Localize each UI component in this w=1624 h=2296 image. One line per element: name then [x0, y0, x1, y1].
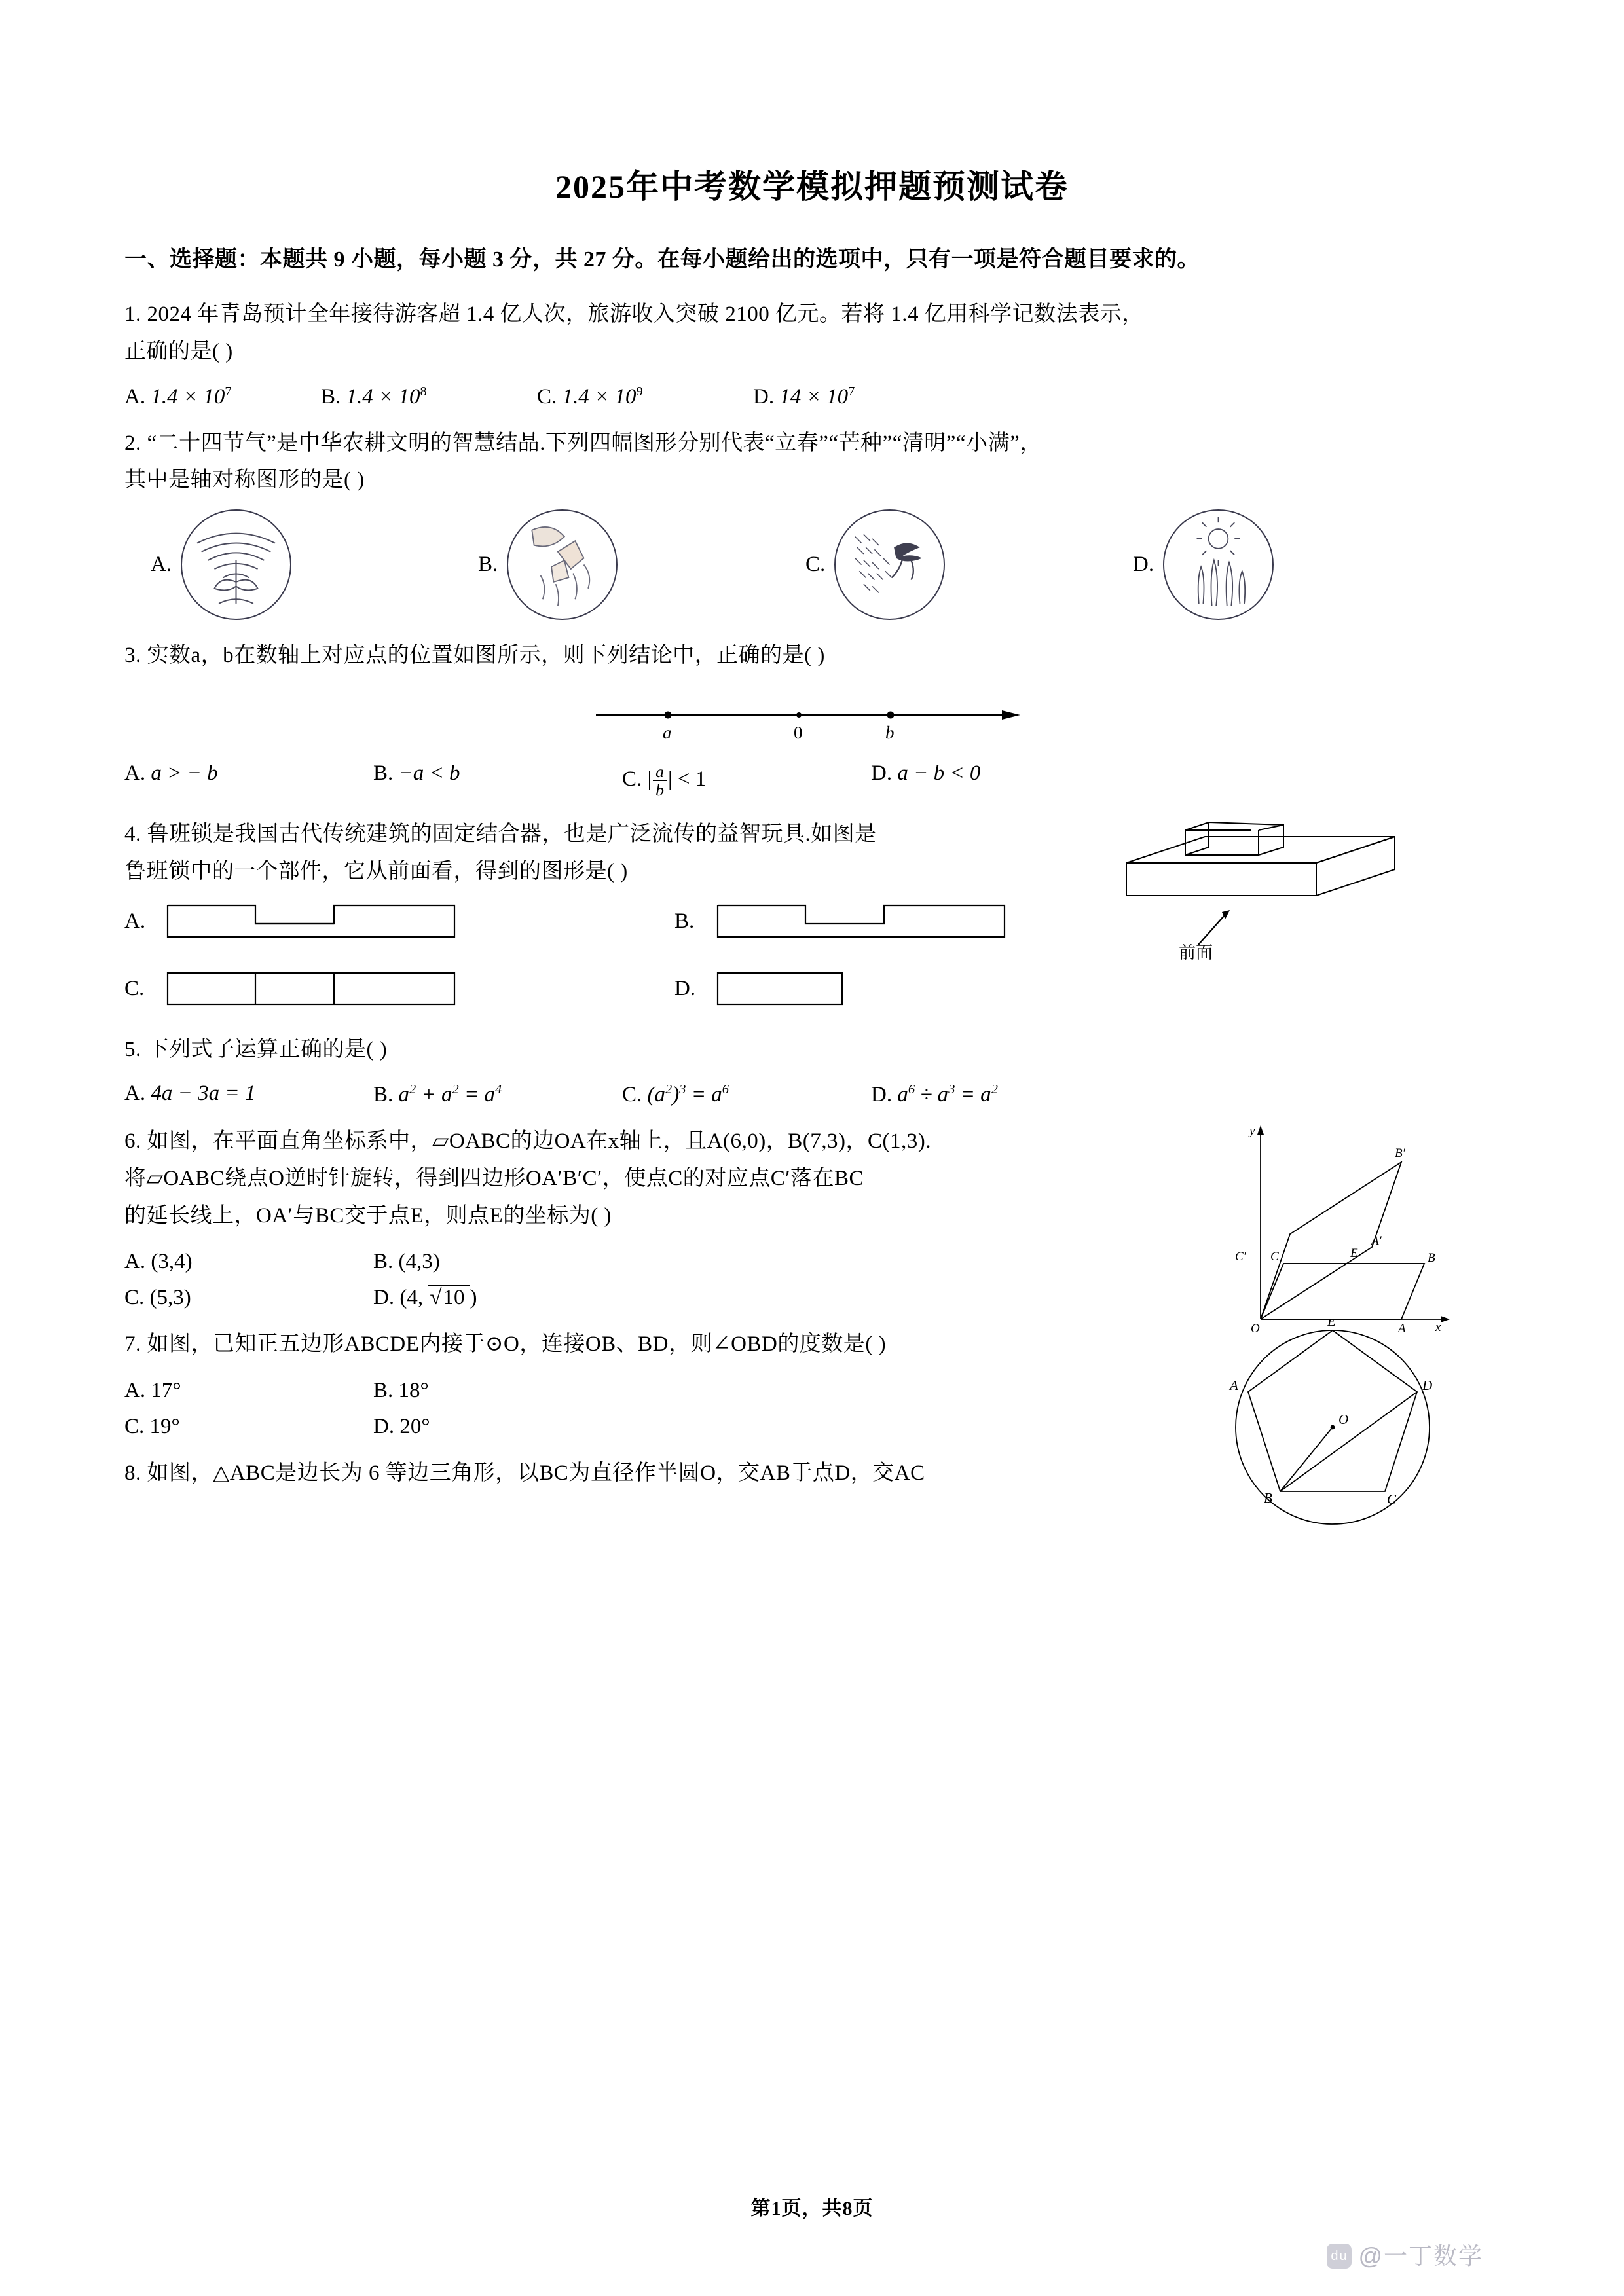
option-c-shape[interactable]	[164, 964, 458, 1014]
svg-text:x: x	[1435, 1321, 1441, 1335]
option-b[interactable]	[321, 385, 537, 408]
option-d-label: D.	[753, 384, 775, 409]
svg-text:C: C	[1387, 1491, 1397, 1508]
option-a-text: 4a − 3a = 1	[151, 1082, 256, 1106]
lichun-icon	[181, 509, 291, 620]
option-d-text: $a^6 \div a^3 = a^2$	[897, 1082, 998, 1107]
svg-text:E: E	[1327, 1319, 1336, 1330]
option-b-label: B.	[373, 1379, 394, 1403]
question-2-figures	[124, 509, 1500, 620]
question-3-line-1: 3. 实数a，b在数轴上对应点的位置如图所示，则下列结论中，正确的是( )	[124, 644, 825, 667]
question-6	[124, 1123, 1500, 1336]
q2-figure-b-label: B.	[478, 553, 498, 576]
option-c-label: C.	[124, 1286, 145, 1310]
svg-text:O: O	[1338, 1412, 1349, 1428]
option-a[interactable]	[124, 1083, 373, 1106]
question-5-line-1: 5. 下列式子运算正确的是( )	[124, 1038, 388, 1062]
option-b-label: B.	[674, 909, 695, 934]
question-6-line-2: 将▱OABC绕点O逆时针旋转，得到四边形OA′B′C′，使点C的对应点C′落在BC	[124, 1166, 864, 1190]
svg-text:A: A	[1398, 1322, 1406, 1336]
qingming-icon	[834, 509, 945, 620]
svg-text:前面: 前面	[1179, 943, 1213, 961]
question-1-options	[124, 385, 1500, 408]
option-d-text: 14 × 10	[779, 384, 849, 409]
question-7-line-1: 7. 如图，已知正五边形ABCDE内接于⊙O，连接OB、BD，则∠OBD的度数是( )	[124, 1332, 887, 1357]
option-d[interactable]	[871, 763, 1120, 799]
watermark	[1327, 2244, 1483, 2269]
option-a-label: A.	[124, 384, 146, 409]
option-d-label: D.	[373, 1415, 395, 1439]
question-2-line-2: 其中是轴对称图形的是( )	[124, 468, 365, 492]
option-c-exponent: 9	[636, 384, 643, 399]
option-d-shape[interactable]	[714, 964, 1008, 1014]
question-3-options	[124, 763, 1500, 799]
option-c-text: 1.4 × 10	[562, 384, 637, 409]
option-b-text: 1.4 × 10	[346, 384, 420, 409]
option-a-exponent: 7	[225, 384, 232, 399]
option-a[interactable]	[124, 385, 321, 408]
option-a-text: a > − b	[151, 761, 218, 785]
svg-text:B′: B′	[1395, 1146, 1405, 1161]
svg-text:O: O	[1251, 1322, 1260, 1336]
q2-figure-c-cell[interactable]	[779, 509, 1107, 620]
option-c-label: C.	[622, 1083, 642, 1107]
svg-text:b: b	[885, 722, 895, 742]
question-1	[124, 296, 1500, 408]
xiaoman-icon	[1163, 509, 1274, 620]
option-a[interactable]	[124, 1380, 373, 1402]
question-3-numberline	[124, 686, 1500, 748]
option-d-text: 20°	[399, 1415, 430, 1439]
q6-coordinate-figure	[1198, 1123, 1454, 1343]
question-1-line-2: 正确的是( )	[124, 339, 233, 363]
option-c-text: (5,3)	[149, 1286, 191, 1310]
svg-text:y: y	[1249, 1124, 1255, 1139]
option-a-label: A.	[124, 1082, 146, 1106]
option-c-label: C.	[124, 977, 145, 1001]
q2-figure-d-cell[interactable]	[1107, 509, 1434, 620]
luban-lock-figure	[1087, 811, 1428, 966]
option-b[interactable]	[373, 1083, 622, 1106]
option-d[interactable]	[373, 1287, 622, 1309]
svg-text:C: C	[1270, 1250, 1279, 1264]
option-c-text: | $\frac{a}{b}$ | < 1	[647, 761, 707, 799]
option-b[interactable]	[373, 1251, 622, 1273]
option-b-shape[interactable]	[714, 896, 1008, 947]
option-a-text: (3,4)	[151, 1250, 193, 1274]
question-3	[124, 637, 1500, 799]
option-b-label: B.	[321, 384, 341, 409]
option-c-text: $(a^2)^3 = a^6$	[647, 1082, 729, 1107]
option-d[interactable]	[753, 385, 969, 408]
svg-text:C′: C′	[1235, 1250, 1246, 1264]
question-2	[124, 425, 1500, 621]
option-c[interactable]	[622, 763, 871, 799]
option-d-label: D.	[674, 977, 696, 1001]
svg-text:B: B	[1264, 1490, 1272, 1506]
option-b-exponent: 8	[420, 384, 427, 399]
section-heading: 一、选择题：本题共 9 小题，每小题 3 分，共 27 分。在每小题给出的选项中，只有一项是符合题目要求的。	[124, 247, 1200, 272]
question-4	[124, 816, 1500, 1015]
mangzhong-icon	[507, 509, 618, 620]
option-a-label: A.	[124, 1379, 146, 1403]
q4-row-2	[124, 964, 1500, 1014]
question-2-line-1: 2. “二十四节气”是中华农耕文明的智慧结晶.下列四幅图形分别代表“立春”“芒种”“清明”“小满”，	[124, 431, 1042, 455]
svg-text:0: 0	[794, 722, 803, 742]
svg-text:a: a	[663, 722, 672, 742]
option-a-text: 1.4 × 10	[151, 384, 225, 409]
option-c-text: 19°	[149, 1415, 180, 1439]
option-b-text: (4,3)	[398, 1250, 440, 1274]
option-c-label: C.	[622, 767, 642, 791]
option-b-label: B.	[373, 761, 394, 785]
option-d-label: D.	[871, 761, 893, 785]
option-d-label: D.	[373, 1286, 395, 1310]
page-footer: 第1页，共8页	[750, 2198, 874, 2219]
option-b[interactable]	[373, 763, 622, 799]
option-c[interactable]	[124, 1287, 373, 1309]
question-4-line-2: 鲁班锁中的一个部件，它从前面看，得到的图形是( )	[124, 859, 628, 883]
question-6-line-3: 的延长线上，OA′与BC交于点E，则点E的坐标为( )	[124, 1203, 612, 1228]
svg-text:E: E	[1350, 1247, 1358, 1261]
q2-figure-d-label: D.	[1133, 553, 1154, 576]
question-1-line-1: 1. 2024 年青岛预计全年接待游客超 1.4 亿人次，旅游收入突破 2100 亿元。若将 1.4 亿用科学记数法表示，	[124, 302, 1144, 326]
question-8-line-1: 8. 如图，△ABC是边长为 6 等边三角形，以BC为直径作半圆O，交AB于点D，交AC	[124, 1461, 925, 1485]
option-a-label: A.	[124, 1250, 146, 1274]
q2-figure-a-cell[interactable]	[124, 509, 452, 620]
option-b-label: B.	[373, 1250, 394, 1274]
svg-text:A′: A′	[1371, 1234, 1382, 1248]
svg-text:D: D	[1422, 1377, 1433, 1394]
watermark-badge-icon: du	[1327, 2244, 1352, 2269]
option-b-label: B.	[373, 1083, 394, 1107]
option-c-label: C.	[124, 1415, 145, 1439]
option-a-shape[interactable]	[164, 896, 458, 947]
option-c-label: C.	[537, 384, 557, 409]
question-5	[124, 1031, 1500, 1106]
option-c[interactable]	[622, 1083, 871, 1106]
q2-figure-a-label: A.	[151, 553, 172, 576]
option-d-exponent: 7	[848, 384, 855, 399]
option-b-text: $a^2 + a^2 = a^4$	[398, 1082, 502, 1107]
svg-text:B: B	[1428, 1251, 1435, 1266]
option-a[interactable]	[124, 763, 373, 799]
option-a-text: 17°	[151, 1379, 181, 1403]
option-c[interactable]	[124, 1416, 373, 1438]
option-b-text: 18°	[398, 1379, 429, 1403]
question-6-line-1: 6. 如图，在平面直角坐标系中，▱OABC的边OA在x轴上，且A(6,0)，B(7,3)，C(1,3).	[124, 1129, 932, 1154]
option-d-text: a − b < 0	[897, 761, 981, 785]
q7-pentagon-figure	[1211, 1319, 1454, 1540]
option-c[interactable]	[537, 385, 753, 408]
q2-figure-b-cell[interactable]	[452, 509, 779, 620]
page-title: 2025年中考数学模拟押题预测试卷	[555, 168, 1069, 205]
option-d-text: (4, √10 )	[399, 1286, 477, 1310]
question-4-line-1: 4. 鲁班锁是我国古代传统建筑的固定结合器，也是广泛流传的益智玩具.如图是	[124, 822, 877, 846]
svg-text:A: A	[1230, 1377, 1238, 1394]
option-a[interactable]	[124, 1251, 373, 1273]
option-d[interactable]	[373, 1416, 622, 1438]
watermark-text: @一丁数学	[1358, 2242, 1483, 2269]
option-a-label: A.	[124, 909, 146, 934]
option-d[interactable]	[871, 1083, 1120, 1106]
question-5-options	[124, 1083, 1500, 1106]
q2-figure-c-label: C.	[805, 553, 826, 576]
option-a-label: A.	[124, 761, 146, 785]
option-d-label: D.	[871, 1083, 893, 1107]
option-b-text: −a < b	[398, 761, 460, 785]
option-b[interactable]	[373, 1380, 622, 1402]
